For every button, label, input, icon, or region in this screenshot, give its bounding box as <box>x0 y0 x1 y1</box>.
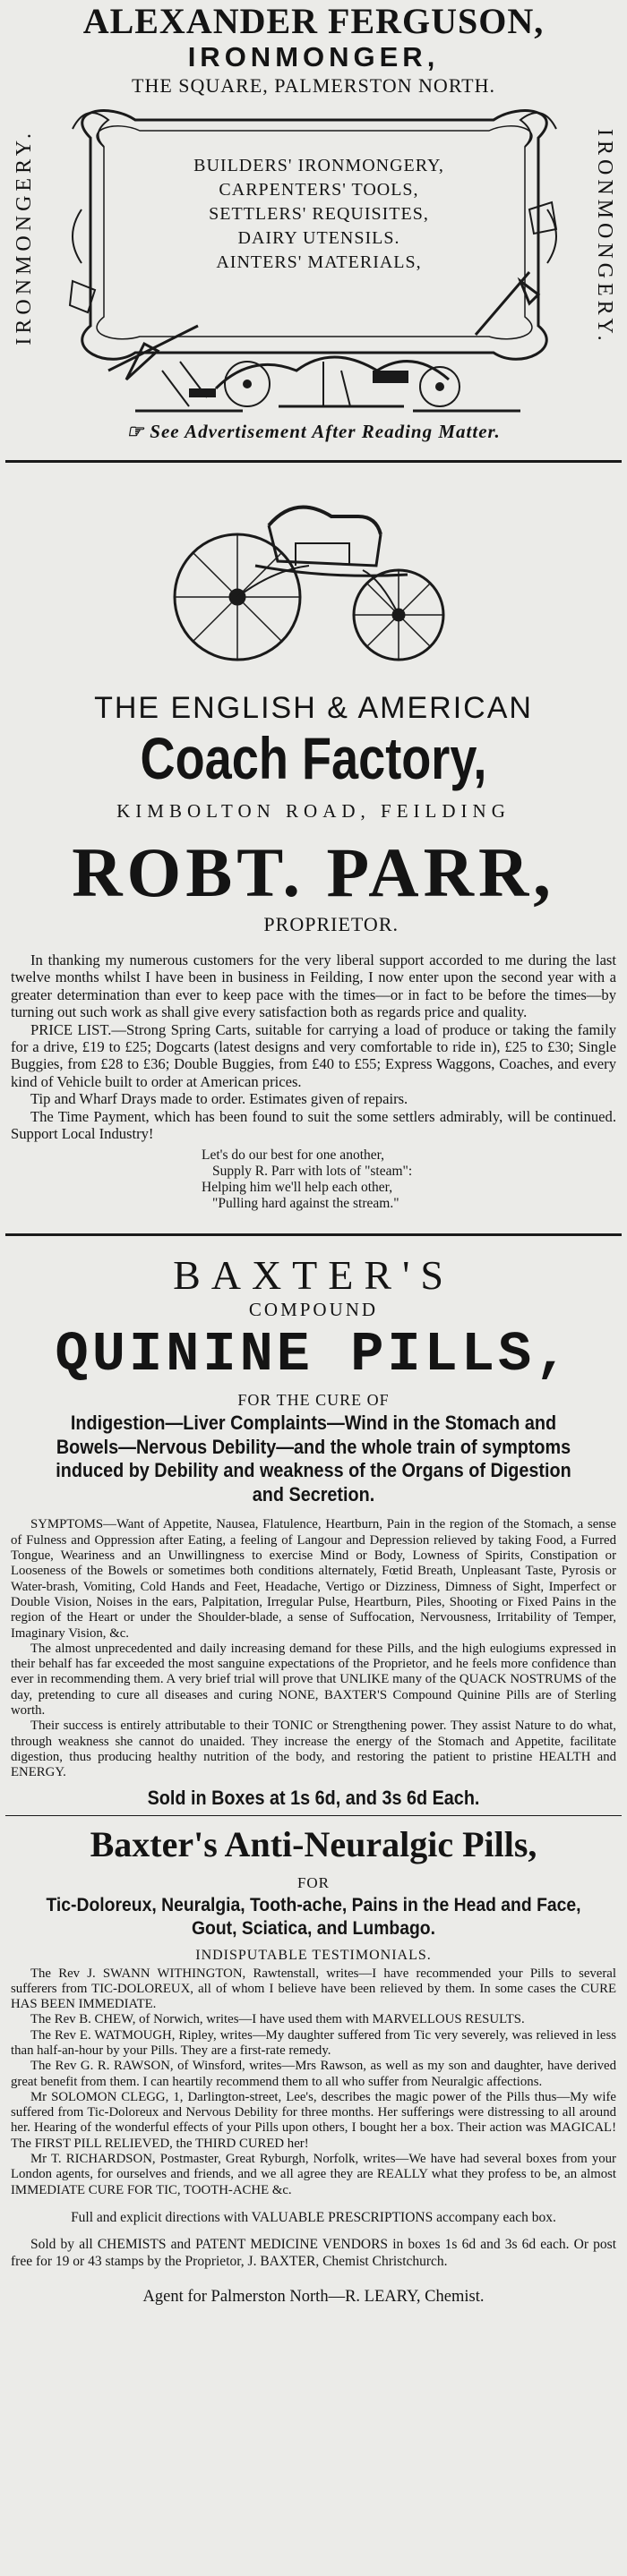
coach-verse <box>0 1147 627 1212</box>
goods-line: BUILDERS' IRONMONGERY, <box>193 156 444 175</box>
baxter-name: BAXTER'S <box>173 1252 454 1299</box>
for-cure-label: FOR THE CURE OF <box>237 1391 390 1410</box>
ailments-list: Tic-Doloreux, Neuralgia, Tooth-ache, Pains in the Head and Face, Gout, Sciatica, and Lumbago. <box>46 1893 581 1939</box>
ferguson-goods-list <box>131 154 507 275</box>
demand-paragraph: The almost unprecedented and daily increasing demand for these Pills, and the high eulogiums expressed in their behalf has far exceeded the most sanguine expectations of the Proprietor, and he feels more confidence than ever in recommending them. A very brief trial will prove that UNLIKE many of the QUACK NOSTRUMS of the day, pretending to cure all diseases and curing NONE, BAXTER'S Compound Quinine Pills are of Sterling worth. <box>11 1641 616 1719</box>
agent-note: Agent for Palmerston North—R. LEARY, Chemist. <box>142 2287 485 2306</box>
column-rule <box>5 460 622 463</box>
coach-factory-heading: Coach Factory, <box>140 725 487 791</box>
see-advertisement-note: ☞ See Advertisement After Reading Matter. <box>126 421 501 442</box>
testimonial: The Rev G. R. RAWSON, of Winsford, writes—Mrs Rawson, as well as my son and daughter, have derived great benefit from them. I can heartily recommend them to all who suffer from Neuralgic affections. <box>11 2059 616 2089</box>
ferguson-advert <box>0 2 627 460</box>
symptoms-paragraph: SYMPTOMS—Want of Appetite, Nausea, Flatulence, Heartburn, Pain in the region of the Stomach, a sense of Fulness and Oppression after Eating, a feeling of Langour and Depression relieved by taking Food, a Furred Tongue, Weariness and an Unwillingness to exercise Mind or Body, Lowness of Spirits, Constipation or Looseness of the Bowels or sometimes both conditions alternately, Fœtid Breath, Unpleasant Taste, Pyrosis or Water-brash, Vomiting, Cold Hands and Feet, Headache, Vertigo or Dizziness, Dimness of Sight, Imperfect or Double Vision, Noises in the ears, Palpitation, Irregular Pulse, Heartburn, Piles, Shooting or Fixed Pains in the region of the Heart or under the Shoulder-blade, a sense of Suffocation, Nervousness, Irritability of Temper, Imaginary Vision, &c. <box>11 1517 616 1641</box>
ferguson-address: THE SQUARE, PALMERSTON NORTH. <box>132 74 495 97</box>
side-label-left: IRONMONGERY. <box>13 129 36 345</box>
coach-factory-advert <box>0 490 627 1212</box>
indications-text: Indigestion—Liver Complaints—Wind in the Stomach and Bowels—Nervous Debility—and the whole train of symptoms induced by Debility and weakness of the Organs of Digestion and Secretion. <box>56 1412 571 1506</box>
anti-neuralgic-for: FOR <box>296 1873 331 1891</box>
baxter-body-text <box>0 1517 627 1780</box>
success-paragraph: Their success is entirely attributable to their TONIC or Strengthening power. They assist Nature to do what, through weakness she cannot do unaided. They increase the energy of the Stomach and Appetite, facilitate digestion, thus producing healthy nutrition of the body, and restoring the patient to pristine HEALTH and ENERGY. <box>11 1719 616 1780</box>
verse-line: Supply R. Parr with lots of "steam": <box>212 1164 413 1180</box>
testimonials-heading: INDISPUTABLE TESTIMONIALS. <box>195 1947 432 1963</box>
coach-factory-address: KIMBOLTON ROAD, FEILDING <box>116 800 511 822</box>
anti-neuralgic-advert <box>0 1823 627 2307</box>
vendors-note: Sold by all CHEMISTS and PATENT MEDICINE VENDORS in boxes 1s 6d and 3s 6d each. Or post free for 19 or 43 stamps by the Proprietor, J. BAXTER, Chemist Christchurch. <box>11 2236 616 2269</box>
testimonial: The Rev J. SWANN WITHINGTON, Rawtenstall, writes—I have recommended your Pills to several sufferers from TIC-DOLOREUX, all of whom I believe have been relieved by them. In some cases the CURE HAS BEEN IMMEDIATE. <box>11 1966 616 2012</box>
quinine-price: Sold in Boxes at 1s 6d, and 3s 6d Each. <box>147 1786 480 1809</box>
ferguson-illustration <box>5 102 622 460</box>
paragraph: Tip and Wharf Drays made to order. Estimates given of repairs. <box>30 1090 408 1108</box>
goods-line: DAIRY UTENSILS. <box>237 228 400 248</box>
goods-line: CARPENTERS' TOOLS, <box>219 180 419 200</box>
proprietor-name: ROBT. PARR, <box>72 833 555 911</box>
carriage-icon <box>170 490 457 669</box>
column-rule <box>5 1815 622 1816</box>
ferguson-trade: IRONMONGER, <box>187 41 440 73</box>
goods-line: AINTERS' MATERIALS, <box>216 252 422 272</box>
verse-line: Let's do our best for one another, <box>202 1147 385 1164</box>
paragraph: The Time Payment, which has been found to suit the some settlers admirably, will be continued. Support Local Industry! <box>11 1107 616 1143</box>
side-label-right: IRONMONGERY. <box>593 129 616 345</box>
testimonial: The Rev E. WATMOUGH, Ripley, writes—My daughter suffered from Tic very severely, was relieved in less than half-an-hour by your Pills. They are a first-rate remedy. <box>11 2027 616 2058</box>
pointing-hand-icon: ☞ <box>126 421 150 442</box>
testimonial: Mr SOLOMON CLEGG, 1, Darlington-street, Lee's, describes the magic power of the Pills thus—My wife suffered from Tic-Doloreux and Nervous Debility for three months. Her sufferings were distressing to all around her. Hearing of the wonderful effects of your Pills upon others, I bought her a box. Their action was MAGICAL! The FIRST PILL RELIEVED, the THIRD CURED her! <box>11 2089 616 2151</box>
goods-line: SETTLERS' REQUISITES, <box>209 204 429 224</box>
paragraph: PRICE LIST.—Strong Spring Carts, suitable for carrying a load of produce or taking the family for a drive, £19 to £25; Dogcarts (latest designs and very comfortable to ride in), £25 to £30; Single Buggies, from £28 to £36; Double Buggies, from £40 to £55; Express Waggons, Coaches, and every kind of Vehicle built to order at American prices. <box>11 1020 616 1090</box>
coach-body-text <box>0 951 627 1142</box>
quinine-pills-title: QUININE PILLS, <box>55 1323 572 1387</box>
baxter-compound: COMPOUND <box>248 1299 379 1321</box>
verse-line: "Pulling hard against the stream." <box>212 1196 399 1212</box>
ferguson-name: ALEXANDER FERGUSON, <box>82 1 545 41</box>
testimonial: Mr T. RICHARDSON, Postmaster, Great Ryburgh, Norfolk, writes—We have had several boxes from your London agents, for ourselves and friends, and we all agree they are REALLY what they profess to be, an almost IMMEDIATE CURE FOR TIC, TOOTH-ACHE &c. <box>11 2152 616 2197</box>
testimonial: The Rev B. CHEW, of Norwich, writes—I have used them with MARVELLOUS RESULTS. <box>30 2012 525 2027</box>
testimonials-text <box>0 1966 627 2198</box>
coach-factory-title: THE ENGLISH & AMERICAN <box>94 691 533 725</box>
baxter-quinine-advert <box>0 1252 627 1811</box>
directions-note: Full and explicit directions with VALUABLE PRESCRIPTIONS accompany each box. <box>71 2209 556 2225</box>
paragraph: In thanking my numerous customers for the very liberal support accorded to me during the last twelve months whilst I have been in business in Feilding, I now enter upon the second year with a greater determination than ever to keep pace with the times—or in fact to be before the times—by turning out such work as shall give every satisfaction both as regards price and quality. <box>11 951 616 1021</box>
verse-line: Helping him we'll help each other, <box>202 1180 393 1196</box>
anti-neuralgic-title: Baxter's Anti-Neuralgic Pills, <box>90 1823 537 1864</box>
column-rule <box>5 1233 622 1236</box>
proprietor-label: PROPRIETOR. <box>263 913 399 935</box>
